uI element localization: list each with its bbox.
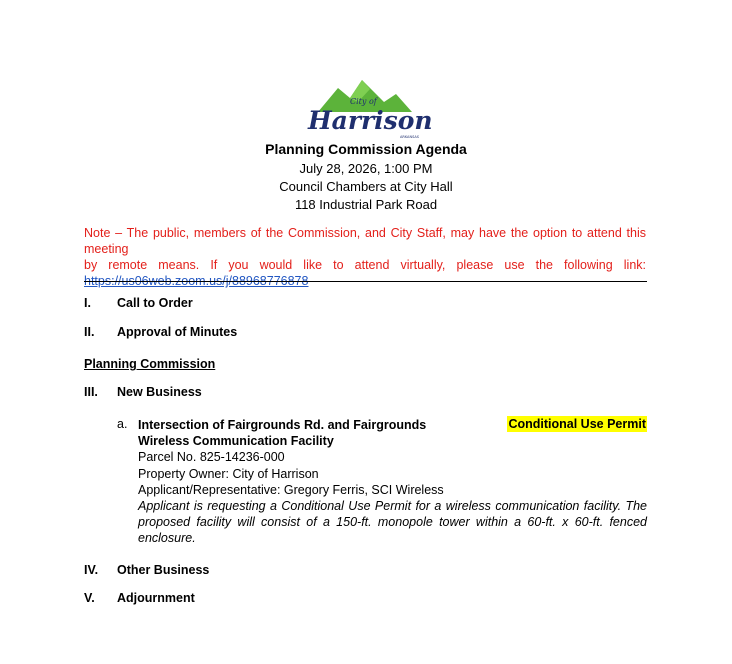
logo-top-text: City of	[350, 97, 377, 106]
agenda-item-new-business: New Business	[117, 385, 202, 399]
agenda-item-adjournment: Adjournment	[117, 591, 195, 605]
meeting-location: Council Chambers at City Hall	[279, 179, 453, 194]
note-line-1: Note – The public, members of the Commission, and City Staff, may have the option to attend this meeting	[84, 226, 646, 256]
agenda-num-2: II.	[84, 325, 95, 339]
city-of-harrison-logo	[300, 72, 435, 140]
sub-item-letter: a.	[117, 417, 128, 431]
agenda-item-approval-of-minutes: Approval of Minutes	[117, 325, 238, 339]
sub-item-description: Applicant is requesting a Conditional Use Permit for a wireless communication facility. The proposed facility will consist of a 150-ft. monopole tower within a 60-ft. x 60-ft. fenced enclosure.	[138, 499, 647, 546]
agenda-num-1: I.	[84, 296, 91, 310]
sub-item-body	[138, 417, 647, 547]
meeting-date-time: July 28, 2026, 1:00 PM	[299, 161, 433, 176]
note-line-2: by remote means. If you would like to attend virtually, please use the following link:	[84, 258, 646, 272]
sub-item-title-line-2: Wireless Communication Facility	[138, 434, 334, 449]
section-heading-planning-commission: Planning Commission	[84, 357, 216, 371]
sub-item-title-line-1: Intersection of Fairgrounds Rd. and Fairgrounds	[138, 418, 427, 432]
remote-attendance-note	[84, 225, 646, 289]
divider	[84, 281, 647, 282]
agenda-num-5: V.	[84, 591, 95, 605]
conditional-use-permit-badge: Conditional Use Permit	[508, 417, 646, 431]
page-title: Planning Commission Agenda	[265, 141, 467, 157]
parcel-number: Parcel No. 825-14236-000	[138, 450, 285, 465]
zoom-meeting-link[interactable]: https://us06web.zoom.us/j/88968776878	[84, 274, 309, 288]
logo-main-text: Harrison	[308, 106, 433, 135]
logo-small-text: ARKANSAS	[400, 135, 419, 139]
agenda-item-call-to-order: Call to Order	[117, 296, 193, 310]
meeting-address: 118 Industrial Park Road	[294, 197, 438, 212]
agenda-item-other-business: Other Business	[117, 563, 210, 577]
agenda-num-4: IV.	[84, 563, 99, 577]
applicant-representative: Applicant/Representative: Gregory Ferris, SCI Wireless	[138, 482, 444, 497]
property-owner: Property Owner: City of Harrison	[138, 466, 319, 481]
agenda-num-3: III.	[84, 385, 98, 399]
